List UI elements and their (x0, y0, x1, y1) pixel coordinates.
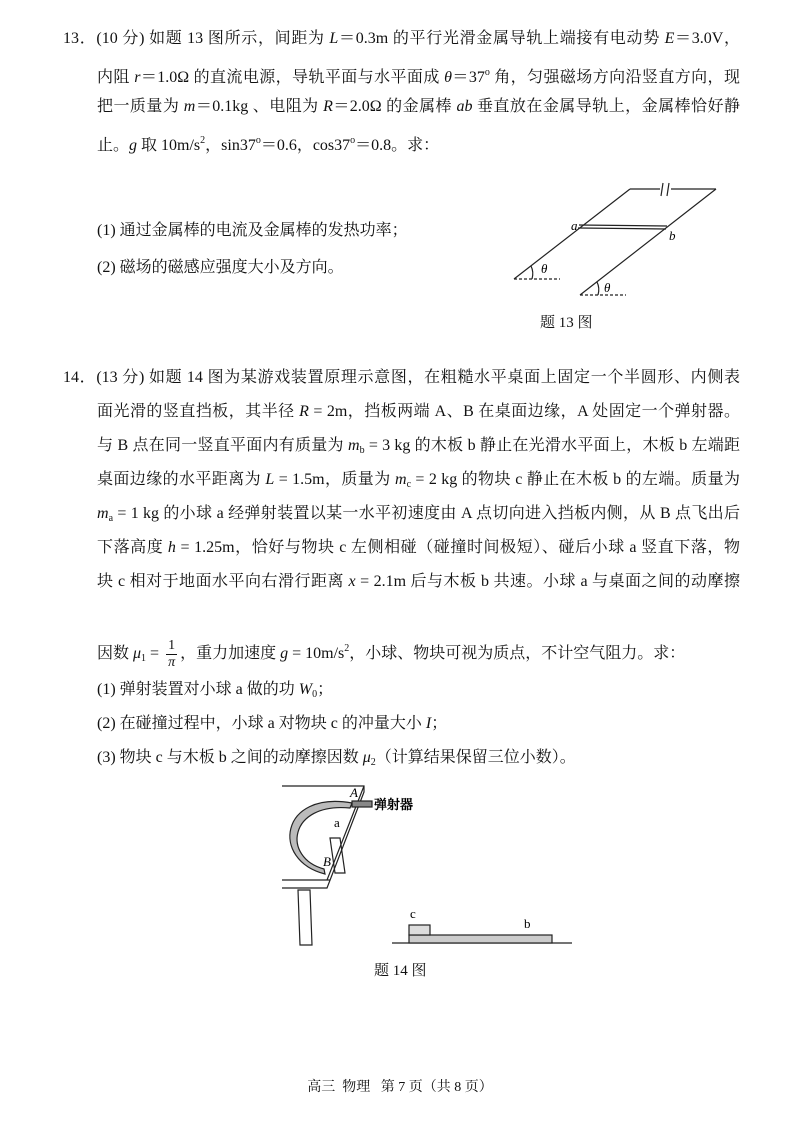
text-run: = 1.25m，恰好与物块 c 左侧相碰（碰撞时间极短）、碰后小球 a 竖直下落，物 (175, 539, 740, 556)
label-b: b (669, 228, 676, 243)
text-run: ，sin37 (205, 137, 256, 154)
text-run: ＝3.0V， (674, 30, 740, 47)
math-symbol: R (299, 403, 309, 420)
text-run: = 2 kg 的物块 c 静止在木板 b 的左端。质量为 (411, 471, 740, 488)
fraction-denominator: π (168, 654, 176, 670)
board-b (409, 935, 552, 943)
math-symbol: m (183, 98, 196, 115)
math-symbol: I (425, 715, 432, 732)
text-run: = 2.1m 后与木板 b 共速。小球 a 与桌面之间的动摩擦 (355, 573, 740, 590)
text-run: 面光滑的竖直挡板，其半径 (97, 403, 300, 420)
math-symbol: h (167, 539, 176, 556)
text-run: = 1.5m，质量为 (274, 471, 396, 488)
math-symbol: m (348, 437, 360, 454)
subscript: c (406, 479, 412, 490)
subscript: 0 (312, 689, 318, 700)
text-run: ＝2.0Ω 的金属棒 (332, 98, 457, 115)
text-run: 桌面边缘的水平距离为 (97, 471, 266, 488)
superscript: o (350, 135, 356, 146)
text-run: = 1 kg 的小球 a 经弹射装置以某一水平初速度由 A 点切向进入挡板内侧，从 B 点飞出后 (113, 505, 740, 522)
text-run: ＝1.0Ω 的直流电源，导轨平面与水平面成 (140, 69, 445, 86)
label-B: B (323, 854, 331, 869)
text-run: (2) 磁场的磁感应强度大小及方向。 (97, 259, 344, 276)
text-run: 取 10m/s (137, 137, 201, 154)
text-run: = 10m/s (288, 645, 345, 662)
text-run: ＝0.3m 的平行光滑金属导轨上端接有电动势 (338, 30, 665, 47)
text-run: 与 B 点在同一竖直平面内有质量为 (97, 437, 349, 454)
angle-theta: θ (604, 280, 611, 295)
q14-figure-caption: 题 14 图 (374, 963, 427, 979)
math-symbol: E (664, 30, 675, 47)
text-run: 止。 (97, 137, 130, 154)
text-run: ； (317, 681, 334, 698)
math-symbol: θ (444, 69, 452, 86)
text-run: ＝0.1kg 、电阻为 (195, 98, 324, 115)
math-symbol: m (97, 505, 109, 522)
label-A: A (350, 785, 358, 800)
text-run: (3) 物块 c 与木板 b 之间的动摩擦因数 (97, 749, 363, 766)
fraction-numerator: 1 (168, 637, 176, 653)
text-run: 角，匀强磁场方向沿竖直方向，现 (489, 69, 740, 86)
text-run: ＝0.6，cos37 (260, 137, 351, 154)
text-run: 内阻 (97, 69, 135, 86)
text-run: 下落高度 (97, 539, 168, 556)
label-launcher: 弹射器 (374, 797, 414, 812)
math-symbol: W (298, 681, 313, 698)
math-symbol: L (265, 471, 275, 488)
page-footer: 高三 物理 第 7 页（共 8 页） (307, 1080, 493, 1095)
text-run: = 3 kg 的木板 b 静止在光滑水平面上，木板 b 左端距 (364, 437, 740, 454)
math-symbol: r (134, 69, 141, 86)
text-run: ＝0.8。求： (355, 137, 440, 154)
launcher (352, 801, 372, 807)
text-run: (1) 弹射装置对小球 a 做的功 (97, 681, 299, 698)
text-run: 块 c 相对于地面水平向右滑行距离 (97, 573, 349, 590)
table-front-leg (298, 890, 312, 945)
superscript: o (255, 135, 261, 146)
superscript: 2 (200, 135, 206, 146)
text-run: ，小球、物块可视为质点，不计空气阻力。求： (349, 645, 686, 662)
superscript: o (484, 67, 490, 78)
text-run: 垂直放在金属导轨上，金属棒恰好静 (472, 98, 740, 115)
math-symbol: μ (362, 749, 371, 766)
math-symbol: ab (456, 98, 473, 115)
math-symbol: x (348, 573, 356, 590)
text-run: ＝37 (452, 69, 485, 86)
q13-figure-caption: 题 13 图 (540, 315, 593, 331)
subscript: b (359, 445, 365, 456)
label-c: c (410, 906, 416, 921)
text-run: (1) 通过金属棒的电流及金属棒的发热功率； (97, 222, 408, 239)
text-run: ，重力加速度 (180, 645, 281, 662)
text-run: 因数 (97, 645, 134, 662)
text-run: (2) 在碰撞过程中，小球 a 对物块 c 的冲量大小 (97, 715, 426, 732)
text-run: ； (431, 715, 448, 732)
math-symbol: L (329, 30, 339, 47)
math-symbol: R (323, 98, 333, 115)
subscript: 1 (141, 653, 147, 664)
text-run: 14．(13 分) 如题 14 图为某游戏装置原理示意图，在粗糙水平桌面上固定一个半圆形、内侧表 (63, 369, 740, 386)
math-symbol: g (280, 645, 289, 662)
text-run: （计算结果保留三位小数）。 (375, 749, 576, 766)
text-run: = 2m，挡板两端 A、B 在桌面边缘，A 处固定一个弹射器。 (308, 403, 740, 420)
superscript: 2 (344, 643, 350, 654)
block-c (409, 925, 430, 935)
math-symbol: m (395, 471, 407, 488)
text-run: 把一质量为 (97, 98, 184, 115)
angle-theta: θ (541, 261, 548, 276)
label-a: a (334, 815, 340, 830)
subscript: a (108, 513, 114, 524)
text-run: = (146, 645, 164, 662)
math-symbol: μ (133, 645, 142, 662)
label-a: a (571, 218, 578, 233)
math-symbol: g (129, 137, 138, 154)
text-run: 13．(10 分) 如题 13 图所示，间距为 (63, 30, 330, 47)
label-b: b (524, 916, 531, 931)
subscript: 2 (370, 757, 376, 768)
